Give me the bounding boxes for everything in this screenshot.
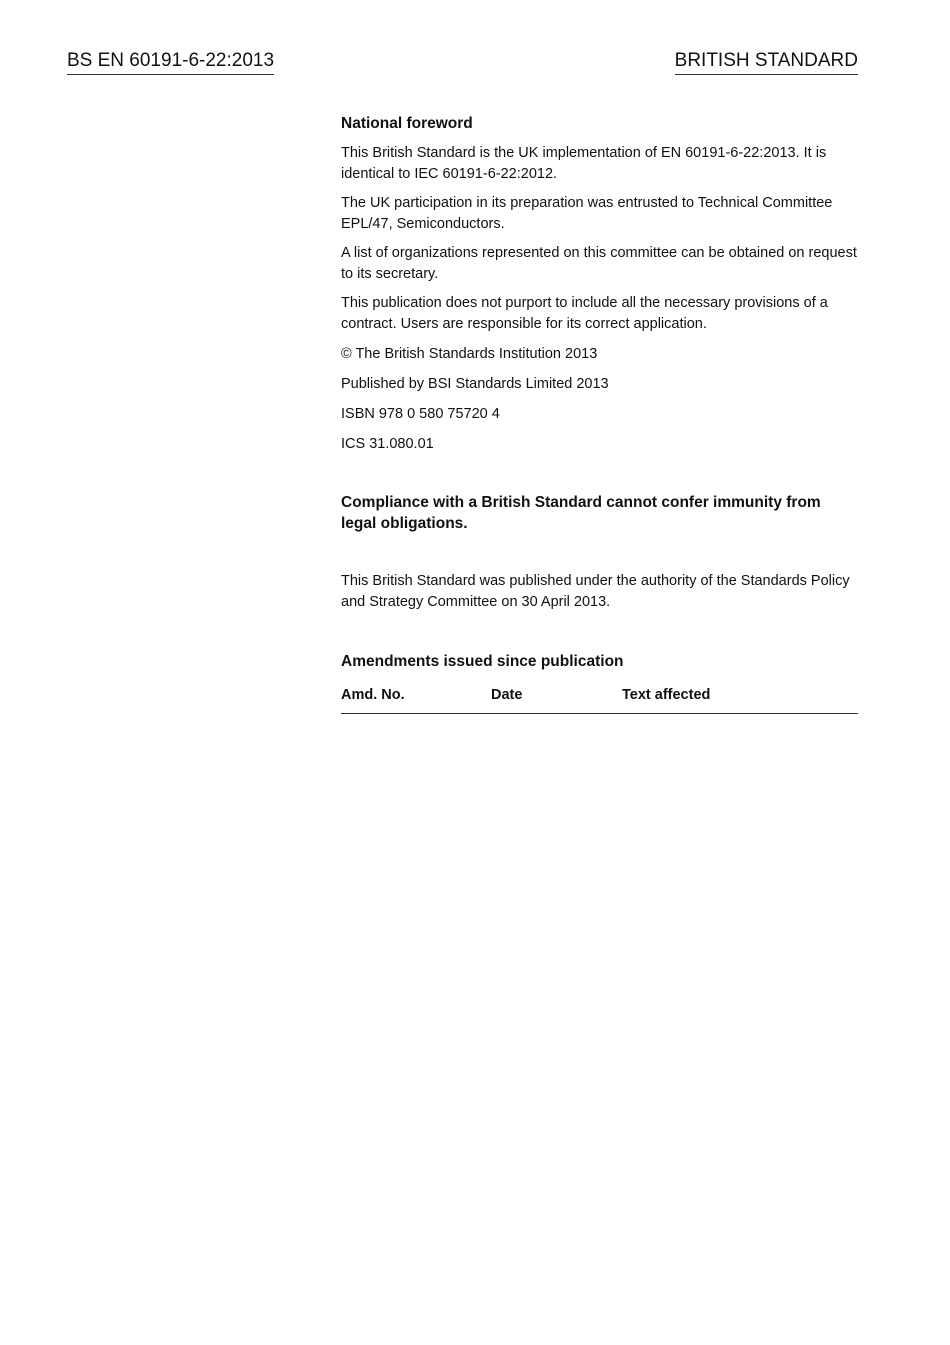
publisher-line: Published by BSI Standards Limited 2013 bbox=[341, 376, 609, 392]
column-header-date: Date bbox=[491, 687, 523, 703]
copyright-line: © The British Standards Institution 2013 bbox=[341, 346, 598, 362]
foreword-paragraph: A list of organizations represented on this committee can be obtained on request to its secretary. bbox=[341, 245, 857, 282]
isbn-line: ISBN 978 0 580 75720 4 bbox=[341, 406, 500, 422]
compliance-statement: Compliance with a British Standard cannot confer immunity from legal obligations. bbox=[341, 494, 821, 532]
foreword-title: National foreword bbox=[341, 115, 473, 132]
foreword-paragraph: This British Standard is the UK implementation of EN 60191-6-22:2013. It is identical to IEC 60191-6-22:2012. bbox=[341, 145, 827, 182]
column-header-text-affected: Text affected bbox=[622, 687, 711, 703]
amendments-title: Amendments issued since publication bbox=[341, 653, 624, 670]
document-number: BS EN 60191-6-22:2013 bbox=[67, 48, 274, 75]
authority-statement: This British Standard was published under the authority of the Standards Policy and Strategy Committee on 30 April 2013. bbox=[341, 573, 850, 610]
foreword-paragraph: This publication does not purport to include all the necessary provisions of a contract. Users are responsible for its correct application. bbox=[341, 295, 828, 332]
foreword-paragraph: The UK participation in its preparation was entrusted to Technical Committee EPL/47, Semiconductors. bbox=[341, 195, 833, 232]
column-header-amd-no: Amd. No. bbox=[341, 687, 405, 703]
amendments-table-header bbox=[341, 685, 858, 714]
ics-line: ICS 31.080.01 bbox=[341, 436, 434, 452]
national-foreword-section bbox=[341, 113, 858, 714]
document-type: BRITISH STANDARD bbox=[675, 48, 858, 75]
